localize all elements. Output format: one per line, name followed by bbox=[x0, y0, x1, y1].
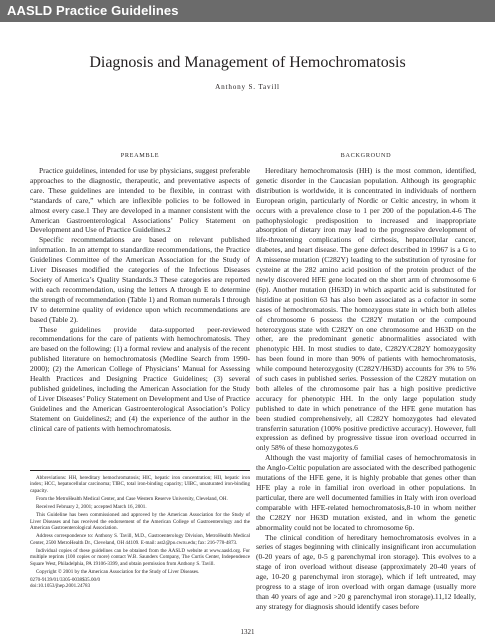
preamble-paragraph: Practice guidelines, intended for use by physicians, suggest preferable approaches to the diagnostic, therapeutic, and preventative aspects of care. These guidelines are intended to be flexible, in contrast with “standards of care,” which are inflexible policies to be followed in almost every case.1 They are developed in a manner consistent with the American Gastroenterological Associations’ Policy Statement on Development and Use of Practice Guidelines.2 bbox=[30, 166, 250, 235]
commission-note: This Guideline has been commissioned and approved by the American Association for the Study of Liver Diseases and has received the endorsement of the American College of Gastroenterology and the American Gastroenterological Association. bbox=[30, 512, 250, 532]
preamble-heading: PREAMBLE bbox=[120, 152, 160, 159]
background-heading: BACKGROUND bbox=[340, 152, 392, 159]
preamble-paragraph: These guidelines provide data-supported peer-reviewed recommendations for the care of patients with hemochromatosis. They are based on the following: (1) a formal review and analysis of the recent published literature on hemochromatosis (Medline Search from 1990-2000); (2) the American College of Physicians’ Manual for Assessing Health Practices and Designing Practice Guidelines; (3) several published guidelines, including the American Association for the Study of Liver Diseases’ Policy Statement on Development and Use of Practice Guidelines and the American Gastroenterological Association’s Policy Statement on Guidelines2; and (4) the experience of the author in the clinical care of patients with hemochromatosis. bbox=[30, 324, 250, 433]
affiliation-note: From the MetroHealth Medical Center, and Case Western Reserve University, Cleveland, OH. bbox=[36, 495, 228, 502]
reprints-note: Individual copies of these guidelines can be obtained from the AASLD website at www.aasld.org. For multiple reprints (100 copies or more) contact W.B. Saunders Company, The Curtis Center, Independence Square West, Philadelphia, PA 19106-3399, and obtain permission from Anthony S. Tavill. bbox=[30, 547, 250, 567]
background-paragraph: Although the vast majority of familial cases of hemochromatosis in the Anglo-Celtic population are associated with the described pathogenic mutations of the HFE gene, it is highly probable that genes other than HFE play a role in familial iron overload in other populations. In particular, there are well documented families in Italy with iron overload comparable with HFE-related hemochromatosis,8-10 in whom neither the C282Y nor H63D mutation existed, and in whom the genetic abnormality could not be located to chromosome 6p. bbox=[256, 453, 476, 532]
background-paragraph: Hereditary hemochromatosis (HH) is the most common, identified, genetic disorder in the Caucasian population. Although its geographic distribution is worldwide, it is concentrated in individuals of northern European origin, particularly of Nordic or Celtic ancestry, in whom it occurs with a prevalence close to 1 per 200 of the population.4-6 The pathophysiologic predisposition to increased and inappropriate absorption of dietary iron may lead to the progressive development of life-threatening complications of cirrhosis, hepatocellular cancer, diabetes, and heart disease. The gene defect described in 19967 is a G to A missense mutation (C282Y) leading to the substitution of tyrosine for cysteine at the 282 amino acid position of the protein product of the newly discovered HFE gene located on the short arm of chromosome 6 (6p). Another mutation (H63D) in which aspartic acid is substituted for histidine at position 63 has also been associated as a cofactor in some cases of hemochromatosis. The homozygous state in which both alleles of chromosome 6 possess the C282Y mutation or the compound heterozygous state with C282Y on one chromosome and H63D on the other, are the predominant genetic abnormalities associated with phenotypic HH. In most studies to date, C282Y/C282Y homozygosity has been found in more than 90% of patients with hemochromatosis, while compound heterozygosity (C282Y/H63D) accounts for 3% to 5% of such cases in published series. Possession of the C282Y mutation on both alleles of the chromosome pair has a high positive predictive accuracy for phenotypic HH. In the only large population study published to date in which penetrance of the HFE gene mutation has been studied comprehensively, all C282Y homozygotes had elevated transferrin saturation (100% positive predictive accuracy). However, full expression as defined by progressive tissue iron overload occurred in only 58% of these homozygotes.6 bbox=[256, 166, 476, 453]
right-column bbox=[256, 152, 476, 612]
issn-note: 0270-9139/01/3305-0038$35.00/0 bbox=[30, 577, 101, 584]
footnotes bbox=[30, 470, 250, 590]
banner-label: AASLD Practice Guidelines bbox=[7, 3, 179, 18]
background-paragraph: The clinical condition of hereditary hemochromatosis evolves in a series of stages beginning with clinically insignificant iron accumulation (0-20 years of age, 0-5 g parenchymal iron storage). This evolves to a stage of iron overload without disease (approximately 20-40 years of age, 10-20 g parenchymal iron storage), which if left untreated, may progress to a stage of iron overload with organ damage (usually more than 40 years of age and >20 g parenchymal iron storage).11,12 Ideally, any strategy for diagnosis should identify cases before bbox=[256, 532, 476, 611]
journal-section-banner bbox=[0, 0, 495, 22]
abbreviations-note: Abbreviations: HH, hereditary hemochromatosis; HIC, hepatic iron concentration; HII, hepatic iron index; HCC, hepatocellular carcinoma; TIBC, total iron-binding capacity; UIBC, unsaturated iron-binding capacity. bbox=[30, 475, 250, 494]
article-author: Anthony S. Tavill bbox=[215, 83, 280, 91]
page-number: 1321 bbox=[240, 628, 255, 636]
doi-note: doi:10.1053/jhep.2001.24783 bbox=[30, 583, 91, 590]
correspondence-note: Address correspondence to: Anthony S. Tavill, M.D., Gastroenterology Division, MetroHealth Medical Center, 2500 MetroHealth Dr., Cleveland, OH 44109. E-mail: ast2@po.cwru.edu; fax: 216-778-4873. bbox=[30, 533, 250, 546]
article-title: Diagnosis and Management of Hemochromatosis bbox=[89, 54, 406, 71]
received-note: Received February 2, 2001; accepted March 16, 2001. bbox=[36, 504, 147, 511]
preamble-paragraph: Specific recommendations are based on relevant published information. In an attempt to standardize recommendations, the Practice Guidelines Committee of the American Association for the Study of Liver Diseases modified the categories of the Infectious Diseases Society of America’s Quality Standards.3 These categories are reported with each recommendation, using the letters A through E to determine the strength of recommendation (Table 1) and Roman numerals I through IV to determine quality of evidence upon which recommendations are based (Table 2). bbox=[30, 235, 250, 324]
left-column bbox=[30, 152, 250, 433]
copyright-note: Copyright © 2001 by the American Association for the Study of Liver Diseases. bbox=[36, 568, 200, 575]
